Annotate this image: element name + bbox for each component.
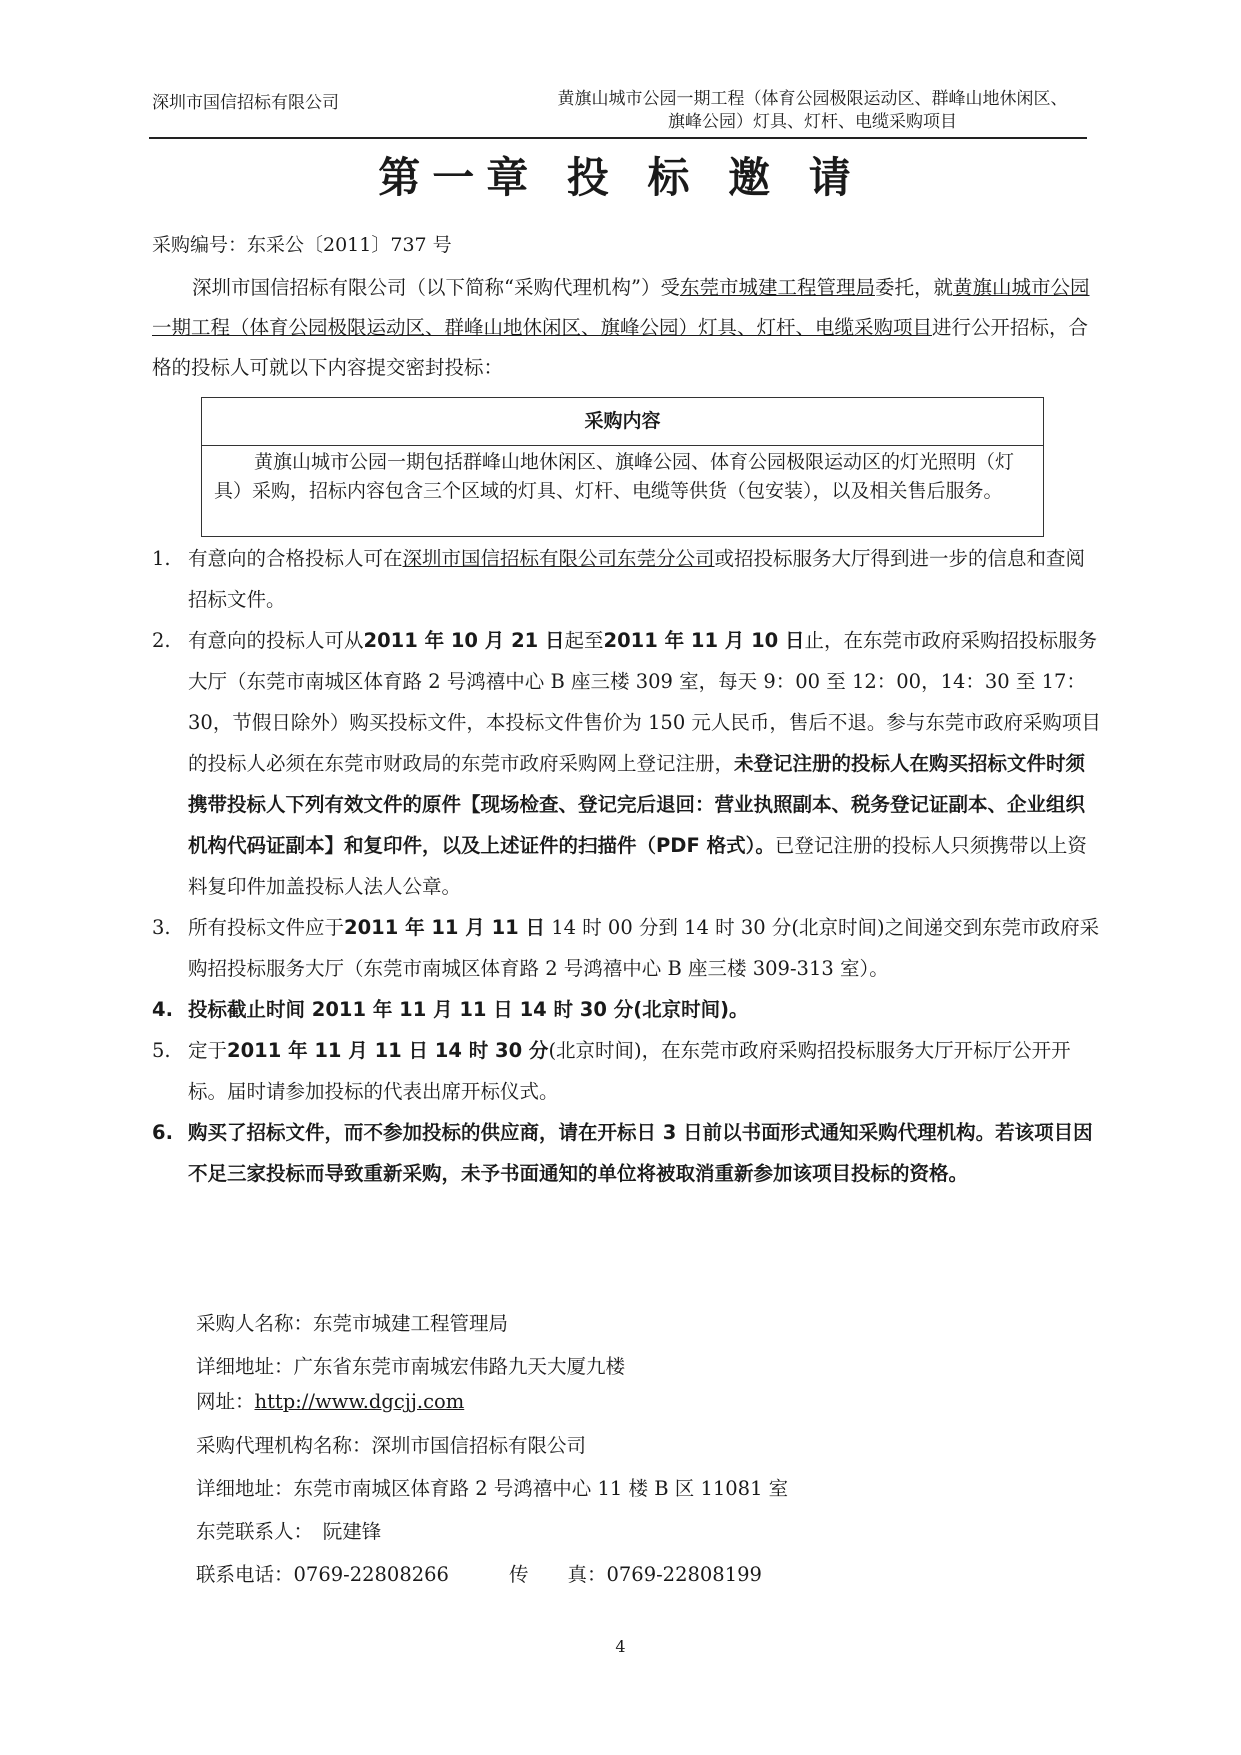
- list-item: [152, 907, 1102, 989]
- item-date: 2011 年 11 月 10 日: [603, 629, 805, 652]
- item-number: 3.: [152, 916, 171, 939]
- item-number: 5.: [152, 1039, 171, 1062]
- list-item: [152, 989, 1102, 1030]
- item-text: (北京时间)，在东莞市政府采购招投标服务大厅开标厅公开开标。届时请参加投标的代表出席开标仪式。: [188, 1039, 1071, 1103]
- contact-person: 东莞联系人： 阮建锋: [196, 1520, 382, 1543]
- intro-text-1: 深圳市国信招标有限公司（以下简称“采购代理机构”）受: [192, 276, 680, 299]
- item-number: 4.: [152, 998, 173, 1021]
- website-line: [196, 1386, 464, 1414]
- item-text: 已登记注册的投标人只须携带以上资料复印件加盖投标人法人公章。: [188, 834, 1087, 898]
- list-item: [152, 620, 1102, 907]
- item-text: 所有投标文件应于: [188, 916, 345, 939]
- table-cell: [202, 446, 1043, 506]
- branch-office-link: 深圳市国信招标有限公司东莞分公司: [402, 547, 715, 570]
- intro-project: 黄旗山城市公园一期工程（体育公园极限运动区、群峰山地休闲区、旗峰公园）灯具、灯杆、电缆采购项目: [152, 276, 1090, 339]
- item-text: 投标截止时间 2011 年 11 月 11 日 14 时 30 分(北京时间)。: [188, 998, 749, 1021]
- table-cell-text: 黄旗山城市公园一期包括群峰山地休闲区、旗峰公园、体育公园极限运动区的灯光照明（灯具）采购，招标内容包含三个区域的灯具、灯杆、电缆等供货（包安装），以及相关售后服务。: [214, 451, 1015, 502]
- agency-name: 采购代理机构名称：深圳市国信招标有限公司: [196, 1434, 587, 1457]
- header-project-line2: 旗峰公园）灯具、灯杆、电缆采购项目: [668, 112, 957, 132]
- phone-number: 联系电话：0769-22808266: [196, 1563, 449, 1586]
- purchaser-address: 详细地址：广东省东莞市南城宏伟路九天大厦九楼: [196, 1355, 626, 1378]
- item-bold-text: 未登记注册的投标人在购买招标文件时须携带投标人下列有效文件的原件【现场检查、登记完后退回：营业执照副本、税务登记证副本、企业组织机构代码证副本】和复印件，以及上述证件的扫描件（PDF 格式）。: [188, 752, 1086, 857]
- item-date: 2011 年 10 月 21 日: [363, 629, 565, 652]
- item-text: 14 时 00 分到 14 时 30 分(北京时间)之间递交到东莞市政府采购招投标服务大厅（东莞市南城区体育路 2 号鸿禧中心 B 座三楼 309-313 室）。: [188, 916, 1100, 980]
- item-text: 起至: [564, 629, 604, 652]
- website-label: 网址：: [196, 1390, 255, 1413]
- header-rule: [149, 137, 1087, 139]
- item-number: 6.: [152, 1121, 173, 1144]
- phone-fax-line: [196, 1559, 762, 1587]
- intro-paragraph: [152, 268, 1102, 388]
- intro-client: 东莞市城建工程管理局: [679, 276, 875, 299]
- procurement-code: 采购编号：东采公〔2011〕737 号: [152, 234, 452, 256]
- page-number: 4: [615, 1637, 626, 1656]
- fax-number: 传 真：0769-22808199: [508, 1563, 762, 1586]
- item-date: 2011 年 11 月 11 日: [344, 916, 546, 939]
- list-item: [152, 538, 1102, 620]
- website-link[interactable]: http://www.dgcjj.com: [254, 1390, 465, 1413]
- item-text: 有意向的投标人可从: [188, 629, 364, 652]
- header-project: [540, 88, 1085, 134]
- item-number: 2.: [152, 629, 171, 652]
- chapter-title: 第一章 投 标 邀 请: [378, 153, 863, 202]
- intro-text-2: 委托，就: [874, 276, 953, 299]
- intro-text-3: 进行公开招标，合格的投标人可就以下内容提交密封投标：: [152, 316, 1089, 379]
- item-date: 2011 年 11 月 11 日 14 时 30 分: [227, 1039, 549, 1062]
- item-text: 购买了招标文件，而不参加投标的供应商，请在开标日 3 日前以书面形式通知采购代理机构。若该项目因不足三家投标而导致重新采购，未予书面通知的单位将被取消重新参加该项目投标的资格。: [188, 1121, 1093, 1185]
- header-company: 深圳市国信招标有限公司: [152, 93, 339, 113]
- agency-address: 详细地址：东莞市南城区体育路 2 号鸿禧中心 11 楼 B 区 11081 室: [196, 1477, 789, 1500]
- purchaser-name: 采购人名称：东莞市城建工程管理局: [196, 1312, 509, 1335]
- procurement-content-table: [201, 397, 1044, 537]
- item-text: 定于: [188, 1039, 228, 1062]
- item-text: 或招投标服务大厅得到进一步的信息和查阅招标文件。: [188, 547, 1086, 611]
- item-text: 有意向的合格投标人可在: [188, 547, 403, 570]
- item-text: 止，在东莞市政府采购招投标服务大厅（东莞市南城区体育路 2 号鸿禧中心 B 座三楼 309 室，每天 9：00 至 12：00，14：30 至 17：30，节假日除外）购买投标文件，本投标文件售价为 150 元人民币，售后不退。参与东莞市政府采购项目的投标人必须在东莞市财政局的东莞市政府采购网上登记注册，: [188, 629, 1101, 775]
- header-project-line1: 黄旗山城市公园一期工程（体育公园极限运动区、群峰山地休闲区、: [557, 89, 1068, 109]
- table-header: 采购内容: [202, 398, 1043, 446]
- list-item: [152, 1112, 1102, 1194]
- list-item: [152, 1030, 1102, 1112]
- item-number: 1.: [152, 547, 171, 570]
- invitation-items: [152, 538, 1102, 1194]
